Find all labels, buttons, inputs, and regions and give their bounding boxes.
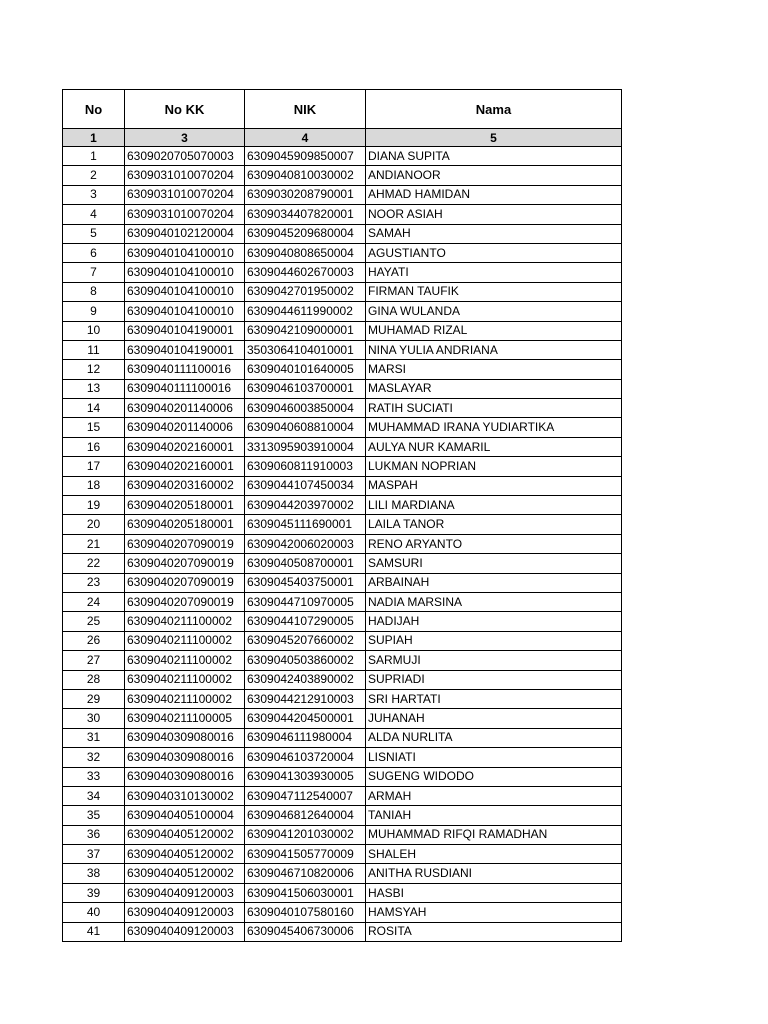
cell-no-kk: 6309040201140006 [125,399,245,418]
table-row [63,166,622,185]
cell-nik: 6309041303930005 [245,767,366,786]
cell-no: 33 [63,767,125,786]
cell-nik: 6309045209680004 [245,224,366,243]
table-header [63,90,622,147]
table-row [63,573,622,592]
cell-no: 37 [63,845,125,864]
cell-no-kk: 6309040111100016 [125,360,245,379]
table-row [63,185,622,204]
cell-nama: ALDA NURLITA [366,728,622,747]
table-row [63,243,622,262]
cell-no-kk: 6309040203160002 [125,476,245,495]
cell-no-kk: 6309040405120002 [125,864,245,883]
cell-nik: 6309040101640005 [245,360,366,379]
table-row [63,709,622,728]
cell-no: 35 [63,806,125,825]
col-header-no-kk: No KK [125,90,245,129]
table-row [63,224,622,243]
cell-no: 4 [63,205,125,224]
table-row [63,205,622,224]
cell-nama: ANDIANOOR [366,166,622,185]
table-row [63,360,622,379]
cell-no: 23 [63,573,125,592]
cell-nama: LAILA TANOR [366,515,622,534]
cell-no-kk: 6309040309080016 [125,728,245,747]
cell-no-kk: 6309040207090019 [125,592,245,611]
cell-no-kk: 6309040205180001 [125,515,245,534]
cell-nama: SRI HARTATI [366,689,622,708]
cell-nik: 3313095903910004 [245,437,366,456]
cell-no-kk: 6309040309080016 [125,748,245,767]
cell-no-kk: 6309040211100002 [125,651,245,670]
cell-nik: 6309040107580160 [245,903,366,922]
cell-no: 32 [63,748,125,767]
cell-no: 16 [63,437,125,456]
table-row [63,612,622,631]
cell-nik: 6309041506030001 [245,883,366,902]
cell-nama: MASPAH [366,476,622,495]
cell-no-kk: 6309040205180001 [125,496,245,515]
cell-nik: 6309044204500001 [245,709,366,728]
cell-no: 40 [63,903,125,922]
cell-nik: 6309040503860002 [245,651,366,670]
table-row [63,748,622,767]
cell-no-kk: 6309040104100010 [125,282,245,301]
cell-nik: 6309041505770009 [245,845,366,864]
cell-nama: GINA WULANDA [366,302,622,321]
cell-nama: LISNIATI [366,748,622,767]
table-row [63,282,622,301]
cell-nama: HASBI [366,883,622,902]
cell-nama: MUHAMMAD RIFQI RAMADHAN [366,825,622,844]
cell-no-kk: 6309040211100002 [125,670,245,689]
column-index-row [63,129,622,147]
cell-nik: 6309044203970002 [245,496,366,515]
table-row [63,515,622,534]
cell-no: 18 [63,476,125,495]
cell-nama: NOOR ASIAH [366,205,622,224]
cell-no-kk: 6309031010070204 [125,166,245,185]
cell-no-kk: 6309040405120002 [125,825,245,844]
table-row [63,922,622,941]
cell-no: 2 [63,166,125,185]
cell-no-kk: 6309040207090019 [125,534,245,553]
table-row [63,263,622,282]
cell-nama: ROSITA [366,922,622,941]
cell-no: 24 [63,592,125,611]
cell-nama: MUHAMMAD IRANA YUDIARTIKA [366,418,622,437]
cell-no: 29 [63,689,125,708]
cell-nama: AHMAD HAMIDAN [366,185,622,204]
cell-no-kk: 6309020705070003 [125,147,245,166]
cell-no: 6 [63,243,125,262]
cell-nik: 6309040508700001 [245,554,366,573]
cell-no: 27 [63,651,125,670]
cell-nama: AGUSTIANTO [366,243,622,262]
cell-nik: 6309042403890002 [245,670,366,689]
cell-nama: SUPIAH [366,631,622,650]
cell-no: 11 [63,340,125,359]
table-row [63,670,622,689]
cell-nik: 6309046103700001 [245,379,366,398]
cell-nik: 6309044611990002 [245,302,366,321]
cell-nama: SUGENG WIDODO [366,767,622,786]
cell-nama: ANITHA RUSDIANI [366,864,622,883]
table-row [63,728,622,747]
cell-nama: ARBAINAH [366,573,622,592]
cell-no: 26 [63,631,125,650]
cell-no-kk: 6309040409120003 [125,883,245,902]
cell-nik: 6309041201030002 [245,825,366,844]
cell-nik: 6309040608810004 [245,418,366,437]
cell-nik: 6309030208790001 [245,185,366,204]
cell-no: 13 [63,379,125,398]
cell-nik: 6309040810030002 [245,166,366,185]
cell-no-kk: 6309040211100002 [125,612,245,631]
table-row [63,437,622,456]
table-row [63,767,622,786]
cell-no: 22 [63,554,125,573]
cell-no-kk: 6309040409120003 [125,922,245,941]
cell-no-kk: 6309040104100010 [125,302,245,321]
cell-no: 36 [63,825,125,844]
cell-nik: 6309044602670003 [245,263,366,282]
cell-no: 30 [63,709,125,728]
cell-no-kk: 6309040102120004 [125,224,245,243]
col-index-no: 1 [63,129,125,147]
cell-no: 21 [63,534,125,553]
cell-no: 3 [63,185,125,204]
cell-nama: MUHAMAD RIZAL [366,321,622,340]
cell-nik: 6309040808650004 [245,243,366,262]
cell-no-kk: 6309040104100010 [125,263,245,282]
cell-nama: HADIJAH [366,612,622,631]
col-header-no: No [63,90,125,129]
cell-nama: HAMSYAH [366,903,622,922]
cell-no: 19 [63,496,125,515]
cell-no: 10 [63,321,125,340]
cell-nama: DIANA SUPITA [366,147,622,166]
table-row [63,689,622,708]
cell-no-kk: 6309031010070204 [125,185,245,204]
data-table [62,89,622,942]
cell-no-kk: 6309040211100005 [125,709,245,728]
cell-no: 1 [63,147,125,166]
cell-nama: JUHANAH [366,709,622,728]
table-row [63,496,622,515]
cell-nik: 6309045406730006 [245,922,366,941]
cell-no: 17 [63,457,125,476]
cell-no-kk: 6309040309080016 [125,767,245,786]
cell-nik: 3503064104010001 [245,340,366,359]
cell-no-kk: 6309040201140006 [125,418,245,437]
cell-nik: 6309045909850007 [245,147,366,166]
table-row [63,418,622,437]
cell-no: 25 [63,612,125,631]
cell-nik: 6309042006020003 [245,534,366,553]
cell-no: 38 [63,864,125,883]
table-row [63,825,622,844]
cell-nik: 6309060811910003 [245,457,366,476]
table-row [63,379,622,398]
cell-no: 39 [63,883,125,902]
table-body [63,147,622,942]
cell-nik: 6309044107290005 [245,612,366,631]
cell-no-kk: 6309040104190001 [125,340,245,359]
cell-no-kk: 6309031010070204 [125,205,245,224]
cell-nama: FIRMAN TAUFIK [366,282,622,301]
col-index-no-kk: 3 [125,129,245,147]
cell-no-kk: 6309040202160001 [125,437,245,456]
cell-no: 9 [63,302,125,321]
table-row [63,554,622,573]
cell-no-kk: 6309040211100002 [125,631,245,650]
cell-no: 5 [63,224,125,243]
col-index-nama: 5 [366,129,622,147]
cell-nik: 6309044710970005 [245,592,366,611]
cell-nik: 6309042701950002 [245,282,366,301]
cell-nik: 6309046103720004 [245,748,366,767]
cell-nik: 6309046111980004 [245,728,366,747]
table-row [63,883,622,902]
table-row [63,321,622,340]
table-row [63,903,622,922]
cell-no-kk: 6309040104190001 [125,321,245,340]
header-row [63,90,622,129]
cell-nama: LUKMAN NOPRIAN [366,457,622,476]
table-row [63,340,622,359]
table-row [63,651,622,670]
cell-nama: TANIAH [366,806,622,825]
col-header-nama: Nama [366,90,622,129]
cell-nama: NINA YULIA ANDRIANA [366,340,622,359]
cell-no: 7 [63,263,125,282]
cell-nama: AULYA NUR KAMARIL [366,437,622,456]
cell-nik: 6309045403750001 [245,573,366,592]
table-row [63,806,622,825]
cell-no-kk: 6309040207090019 [125,554,245,573]
cell-nik: 6309046003850004 [245,399,366,418]
cell-no: 31 [63,728,125,747]
cell-nama: SARMUJI [366,651,622,670]
cell-no-kk: 6309040202160001 [125,457,245,476]
cell-no-kk: 6309040207090019 [125,573,245,592]
cell-no-kk: 6309040409120003 [125,903,245,922]
cell-nik: 6309046710820006 [245,864,366,883]
col-header-nik: NIK [245,90,366,129]
cell-nama: RENO ARYANTO [366,534,622,553]
cell-nama: RATIH SUCIATI [366,399,622,418]
cell-nama: ARMAH [366,786,622,805]
cell-no: 14 [63,399,125,418]
cell-no: 20 [63,515,125,534]
cell-nik: 6309034407820001 [245,205,366,224]
table-row [63,457,622,476]
cell-nik: 6309046812640004 [245,806,366,825]
col-index-nik: 4 [245,129,366,147]
cell-nama: SAMSURI [366,554,622,573]
cell-nama: SHALEH [366,845,622,864]
table-row [63,864,622,883]
table-row [63,786,622,805]
table-row [63,399,622,418]
table-row [63,147,622,166]
cell-no: 28 [63,670,125,689]
cell-no: 12 [63,360,125,379]
cell-no-kk: 6309040310130002 [125,786,245,805]
cell-nik: 6309045111690001 [245,515,366,534]
cell-nama: LILI MARDIANA [366,496,622,515]
cell-nama: SAMAH [366,224,622,243]
cell-no-kk: 6309040104100010 [125,243,245,262]
cell-no: 34 [63,786,125,805]
cell-no-kk: 6309040405100004 [125,806,245,825]
cell-no-kk: 6309040211100002 [125,689,245,708]
table-row [63,631,622,650]
table-row [63,592,622,611]
cell-nik: 6309047112540007 [245,786,366,805]
table-row [63,476,622,495]
cell-nama: HAYATI [366,263,622,282]
table-row [63,534,622,553]
cell-nik: 6309044107450034 [245,476,366,495]
cell-nama: SUPRIADI [366,670,622,689]
table-row [63,302,622,321]
cell-nama: NADIA MARSINA [366,592,622,611]
cell-nama: MASLAYAR [366,379,622,398]
cell-no: 15 [63,418,125,437]
cell-no: 8 [63,282,125,301]
table-row [63,845,622,864]
cell-nik: 6309044212910003 [245,689,366,708]
cell-nama: MARSI [366,360,622,379]
cell-no: 41 [63,922,125,941]
cell-nik: 6309045207660002 [245,631,366,650]
cell-no-kk: 6309040405120002 [125,845,245,864]
cell-nik: 6309042109000001 [245,321,366,340]
cell-no-kk: 6309040111100016 [125,379,245,398]
